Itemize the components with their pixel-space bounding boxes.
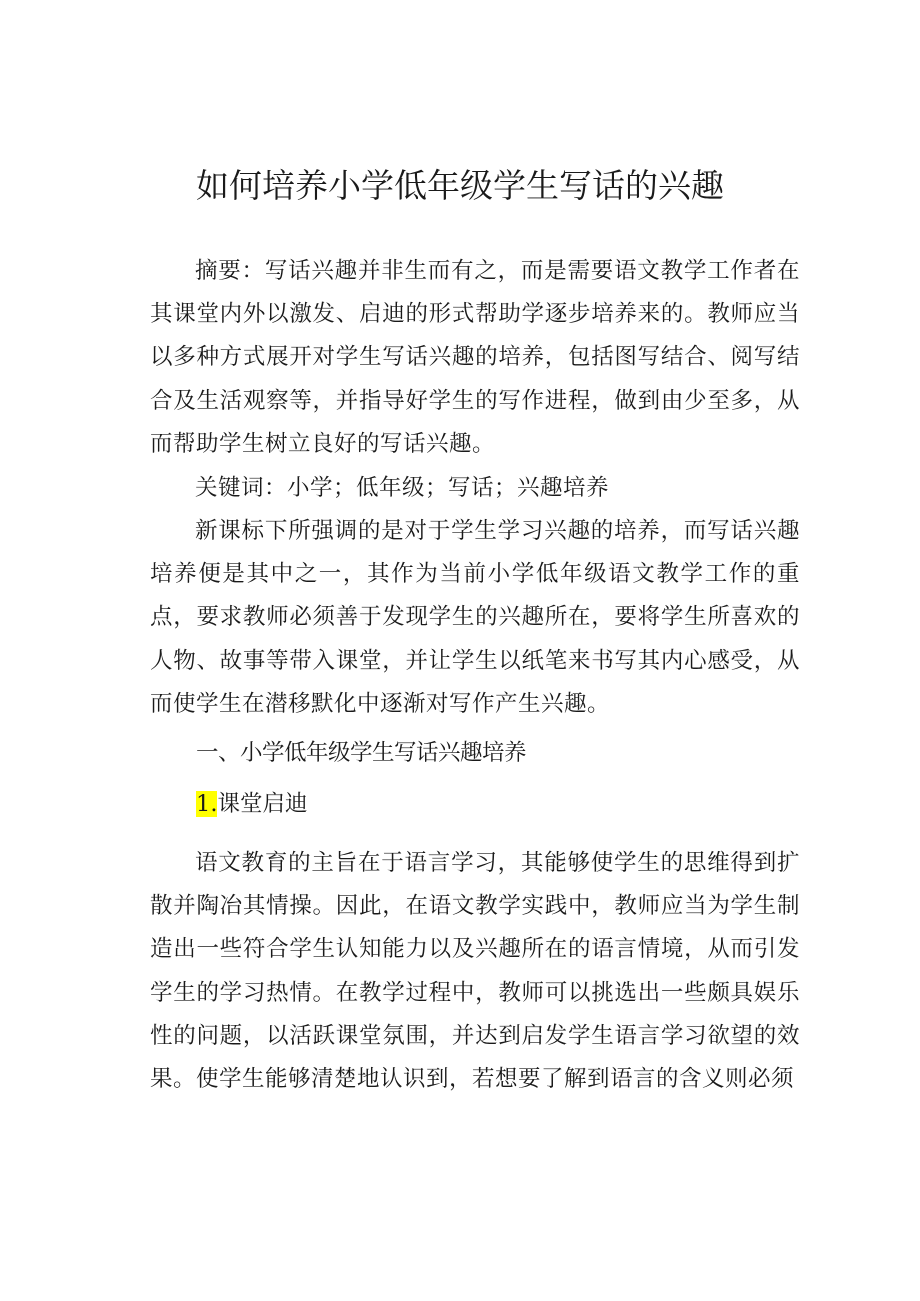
section-heading: 一、小学低年级学生写话兴趣培养 bbox=[196, 740, 527, 766]
subsection-heading bbox=[196, 783, 307, 825]
abstract-paragraph: 摘要：写话兴趣并非生而有之，而是需要语文教学工作者在其课堂内外以激发、启迪的形式帮助学逐步培养来的。教师应当以多种方式展开对学生写话兴趣的培养，包括图写结合、阅写结合及生活观察等，并指导好学生的写作进程，做到由少至多，从而帮助学生树立良好的写话兴趣。 bbox=[150, 258, 800, 457]
body-paragraph: 语文教育的主旨在于语言学习，其能够使学生的思维得到扩散并陶冶其情操。因此，在语文教学实践中，教师应当为学生制造出一些符合学生认知能力以及兴趣所在的语言情境，从而引发学生的学习热情。在教学过程中，教师可以挑选出一些颇具娱乐性的问题，以活跃课堂氛围，并达到启发学生语言学习欲望的效果。使学生能够清楚地认识到，若想要了解到语言的含义则必须 bbox=[150, 850, 800, 1093]
subsection-title: 课堂启迪 bbox=[217, 791, 308, 817]
intro-paragraph: 新课标下所强调的是对于学生学习兴趣的培养，而写话兴趣培养便是其中之一，其作为当前小学低年级语文教学工作的重点，要求教师必须善于发现学生的兴趣所在，要将学生所喜欢的人物、故事等带入课堂，并让学生以纸笔来书写其内心感受，从而使学生在潜移默化中逐渐对写作产生兴趣。 bbox=[150, 518, 800, 717]
document-title: 如何培养小学低年级学生写话的兴趣 bbox=[196, 166, 724, 205]
subsection-number-highlight: 1. bbox=[196, 791, 218, 817]
keywords-paragraph: 关键词：小学；低年级；写话；兴趣培养 bbox=[195, 475, 610, 501]
